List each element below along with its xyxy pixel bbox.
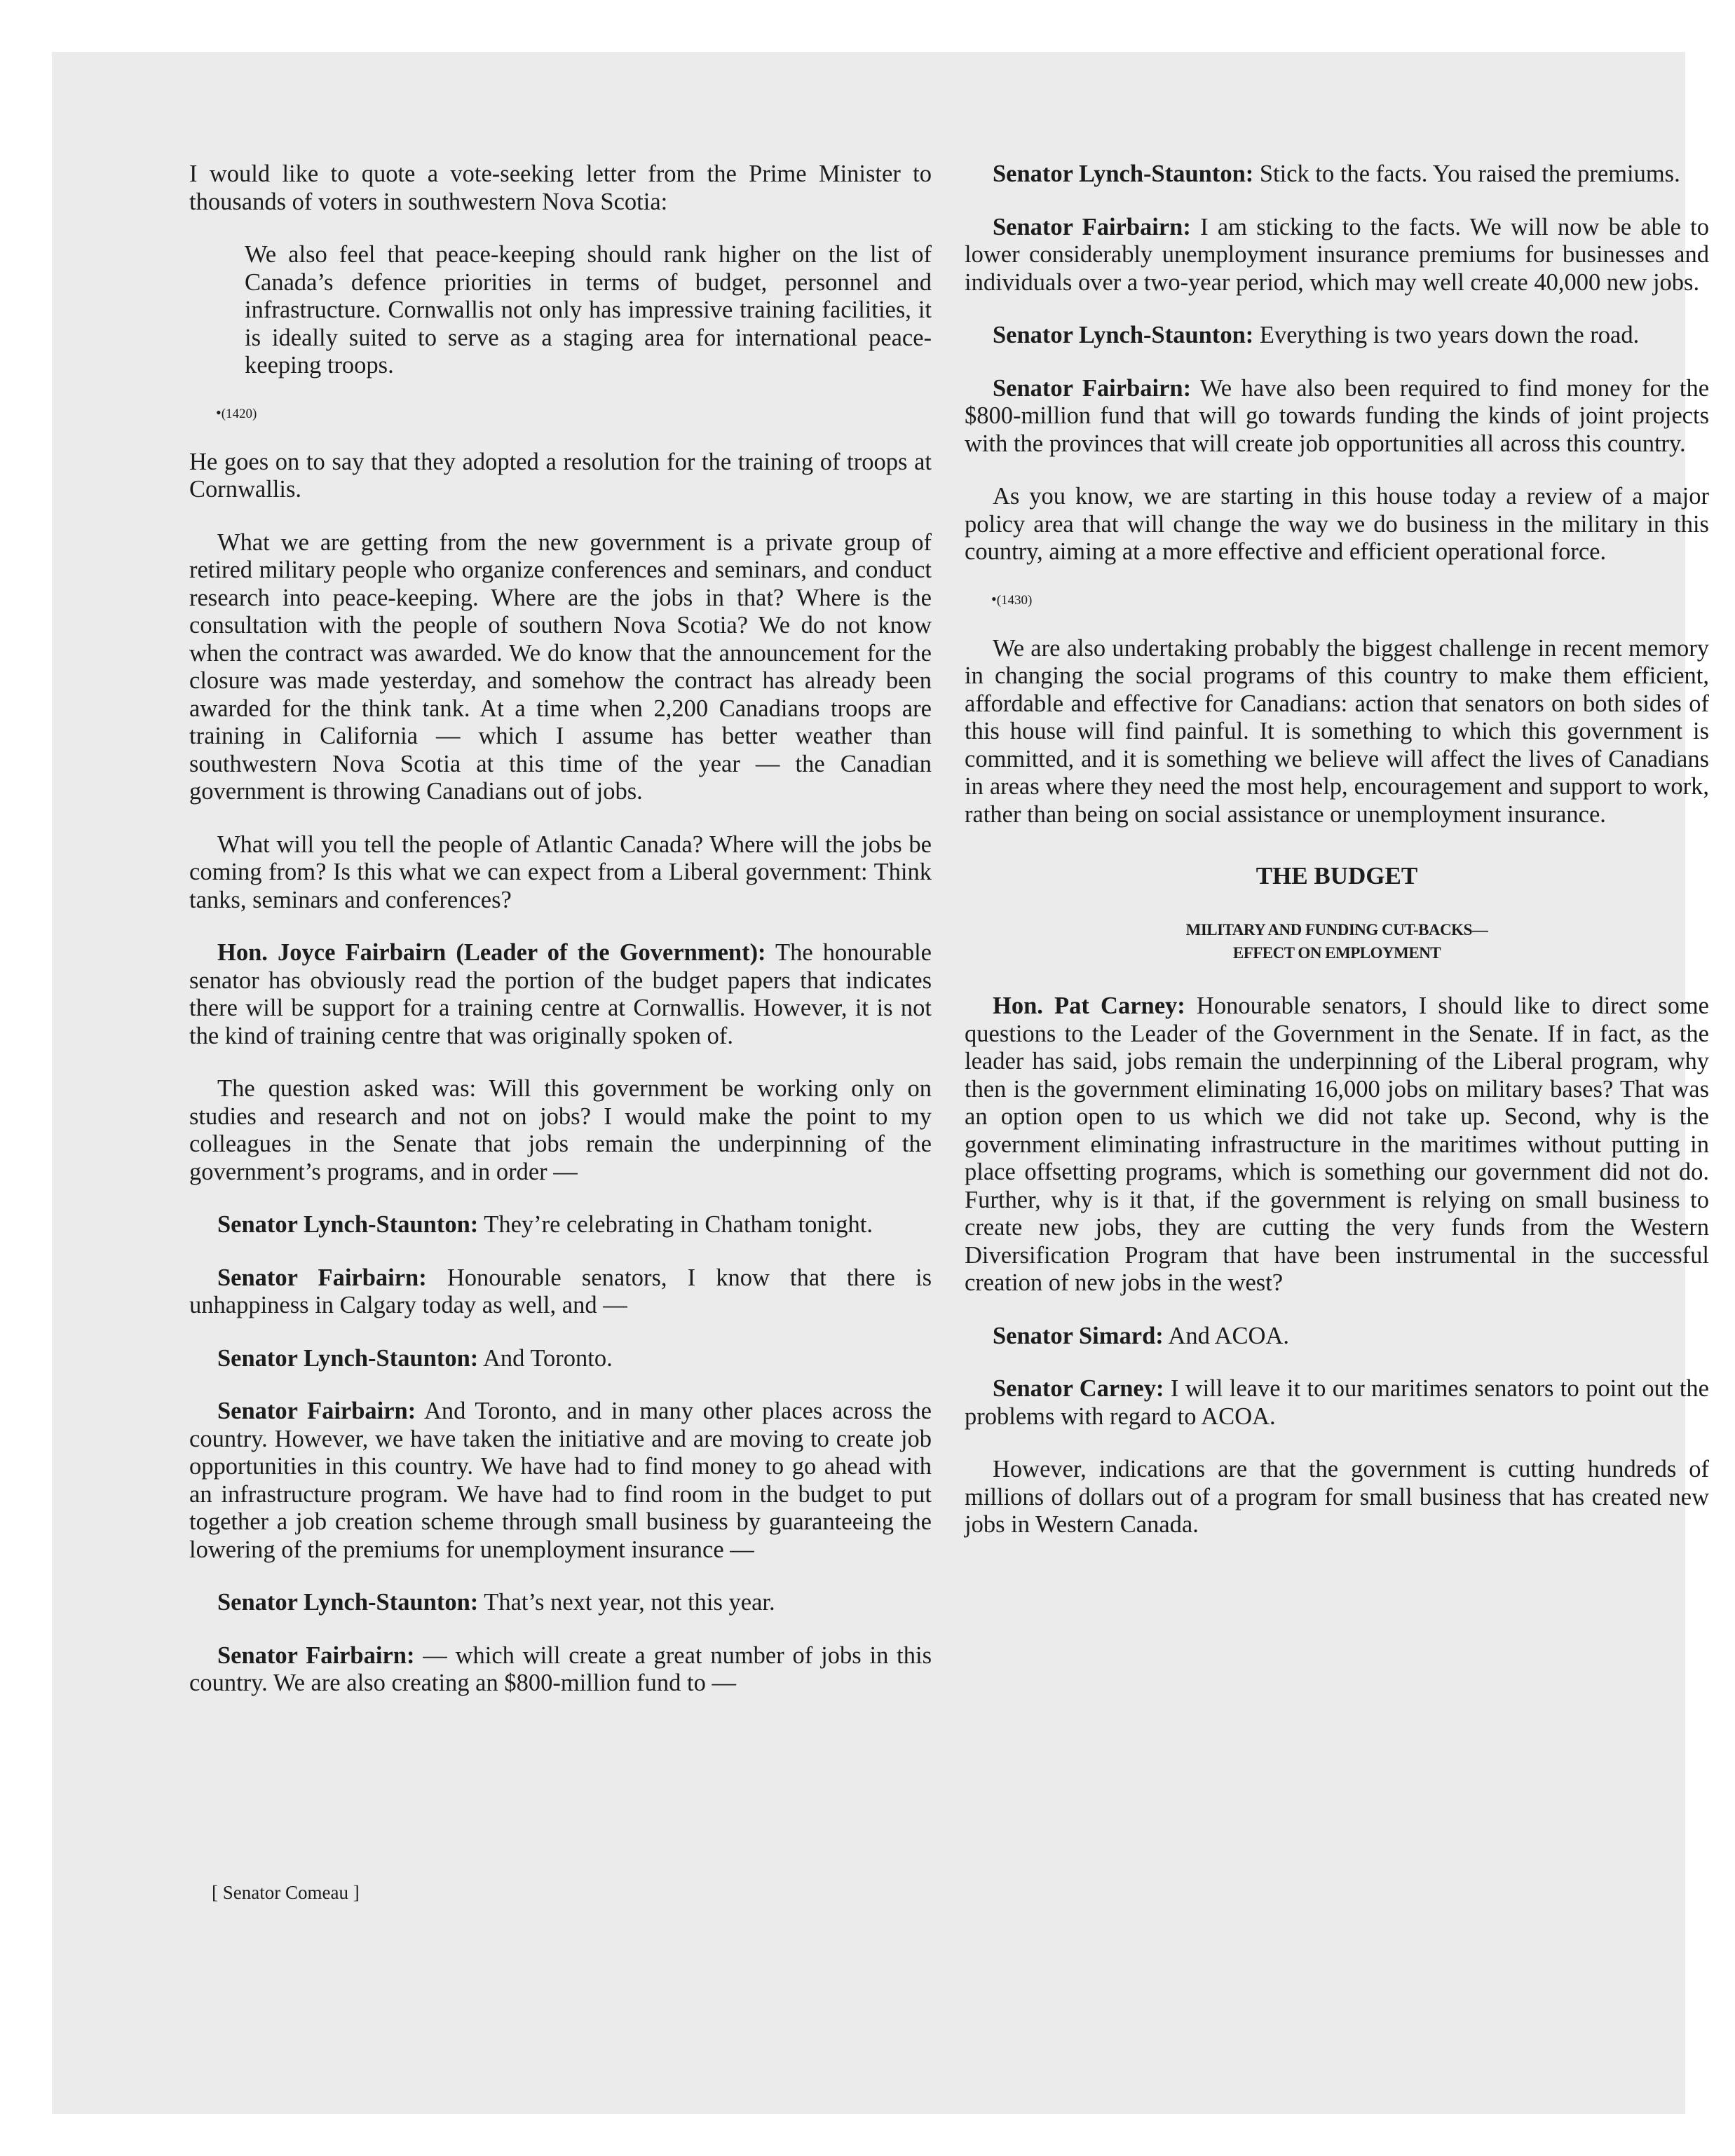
speech-text: And Toronto, and in many other places across the country. However, we have taken the initiative and are moving to create job opportunities in this country. We have had to find money to go ahead with an infrastructure program. We have had to find room in the budget to put together a job creation scheme through small business by guaranteeing the lowering of the premiums for unemployment insurance —	[189, 1398, 932, 1563]
speech-text: Honourable senators, I know that there is unhappiness in Calgary today as well, and —	[189, 1264, 932, 1318]
paragraph: The question asked was: Will this government be working only on studies and research and not on jobs? I would make the point to my colleagues in the Senate that jobs remain the underpinning of the government’s programs, and in order —	[189, 1075, 932, 1185]
speech-text: They’re celebrating in Chatham tonight.	[478, 1211, 873, 1238]
speech-text: And ACOA.	[1163, 1322, 1289, 1349]
speech	[189, 1345, 932, 1373]
section-title: THE BUDGET	[1256, 862, 1418, 889]
paragraph: We are also undertaking probably the biggest challenge in recent memory in changing the social programs of this country to make them efficient, affordable and effective for Canadians: action that senators on both sides of this house will find painful. It is something to which this government is committed, and it is something we believe will affect the lives of Canadians in areas where they need the most help, encouragement and support to work, rather than being on social assistance or unemployment insurance.	[965, 634, 1709, 828]
page-sheet	[52, 52, 1710, 2114]
speech	[189, 1398, 932, 1564]
speech-text: That’s next year, not this year.	[478, 1589, 775, 1616]
bullet-icon: •	[216, 403, 222, 421]
speech-text: I will leave it to our maritimes senators to point out the problems with regard to ACOA.	[965, 1375, 1709, 1430]
speaker-name: Senator Fairbairn:	[217, 1264, 427, 1291]
right-column	[965, 161, 1709, 1564]
speech-text: I am sticking to the facts. We will now be able to lower considerably unemployment insurance premiums for businesses and individuals over a two-year period, which may well create 40,000 new jobs.	[965, 213, 1709, 296]
speech	[965, 375, 1709, 458]
paragraph: What will you tell the people of Atlantic Canada? Where will the jobs be coming from? Is this what we can expect from a Liberal government: Think tanks, seminars and conferences?	[189, 831, 932, 913]
speech	[965, 214, 1709, 297]
speech	[189, 1264, 932, 1320]
speech	[189, 1642, 932, 1698]
section-subtitle-line: MILITARY AND FUNDING CUT-BACKS—	[1185, 921, 1488, 939]
section-subtitle	[965, 918, 1709, 964]
speaker-name: Senator Carney:	[993, 1375, 1164, 1402]
paragraph: What we are getting from the new government is a private group of retired military people who organize conferences and seminars, and conduct research into peace-keeping. Where are the jobs in that? Where is the consultation with the people of southern Nova Scotia? We do not know when the contract was awarded. We do know that the announcement for the closure was made yesterday, and somehow the contract has already been awarded for the think tank. At a time when 2,200 Canadians troops are training in California — which I assume has better weather than southwestern Nova Scotia at this time of the year — the Canadian government is throwing Canadians out of jobs.	[189, 528, 932, 805]
speech-text: — which will create a great number of jobs in this country. We are also creating an $800-million fund to —	[189, 1642, 932, 1696]
speaker-name: Hon. Joyce Fairbairn (Leader of the Government):	[217, 939, 766, 966]
speech-text: We have also been required to find money for the $800-million fund that will go towards funding the kinds of joint projects with the provinces that will create job opportunities all across this country.	[965, 374, 1710, 457]
speaker-name: Senator Lynch-Staunton:	[217, 1211, 479, 1238]
time-marker: •(1420)	[216, 403, 257, 421]
section-subtitle-line: EFFECT ON EMPLOYMENT	[1232, 944, 1441, 962]
speech-text: And Toronto.	[478, 1344, 613, 1372]
speech	[965, 1375, 1709, 1431]
speaker-name: Senator Fairbairn:	[217, 1642, 415, 1669]
time-marker: •(1430)	[991, 589, 1033, 608]
speaker-name: Senator Simard:	[993, 1322, 1164, 1349]
speech-text: Stick to the facts. You raised the premiums.	[1253, 161, 1680, 187]
page-footer: [ Senator Comeau ]	[212, 1882, 360, 1903]
paragraph: However, indications are that the government is cutting hundreds of millions of dollars out of a program for small business that has created new jobs in Western Canada.	[965, 1456, 1709, 1538]
speaker-name: Senator Lynch-Staunton:	[217, 1589, 479, 1616]
speech	[965, 1323, 1709, 1351]
paragraph: He goes on to say that they adopted a resolution for the training of troops at Cornwallis.	[189, 448, 932, 503]
speech-text: The honourable senator has obviously read the portion of the budget papers that indicates there will be support for a training centre at Cornwallis. However, it is not the kind of training centre that was originally spoken of.	[189, 939, 932, 1049]
speaker-name: Senator Lynch-Staunton:	[993, 322, 1254, 348]
speaker-name: Senator Fairbairn:	[993, 374, 1192, 402]
speaker-name: Senator Lynch-Staunton:	[217, 1344, 479, 1372]
speaker-name: Senator Fairbairn:	[993, 213, 1191, 240]
speech	[965, 992, 1709, 1297]
speech	[965, 161, 1709, 189]
speech-text: Honourable senators, I should like to direct some questions to the Leader of the Government in the Senate. If in fact, as the leader has said, jobs remain the underpinning of the Liberal program, why then is the government eliminating 16,000 jobs on military bases? That was an option open to us which we did not take up. Second, why is the government eliminating infrastructure in the maritimes without putting in place offsetting programs, which is something our government did not do. Further, why is it that, if the government is relying on small business to create new jobs, they are cutting the very funds from the Western Diversification Program that have been instrumental in the successful creation of new jobs in the west?	[965, 992, 1709, 1296]
paragraph: I would like to quote a vote-seeking letter from the Prime Minister to thousands of voters in southwestern Nova Scotia:	[189, 161, 932, 215]
speech	[189, 1589, 932, 1617]
speaker-name: Hon. Pat Carney:	[993, 992, 1185, 1019]
block-quote: We also feel that peace-keeping should rank higher on the list of Canada’s defence priorities in terms of budget, personnel and infrastructure. Cornwallis not only has impressive training facilities, it is ideally suited to serve as a staging area for international peace-keeping troops.	[245, 241, 932, 378]
speech-text: Everything is two years down the road.	[1253, 322, 1640, 348]
speaker-name: Senator Fairbairn:	[217, 1398, 416, 1424]
bullet-icon: •	[991, 589, 997, 608]
speaker-name: Senator Lynch-Staunton:	[993, 161, 1254, 187]
paragraph: As you know, we are starting in this house today a review of a major policy area that will change the way we do business in the military in this country, aiming at a more effective and efficient operational force.	[965, 483, 1709, 565]
speech	[189, 1211, 932, 1239]
speech	[965, 322, 1709, 350]
left-column	[189, 161, 932, 1723]
speech	[189, 939, 932, 1050]
